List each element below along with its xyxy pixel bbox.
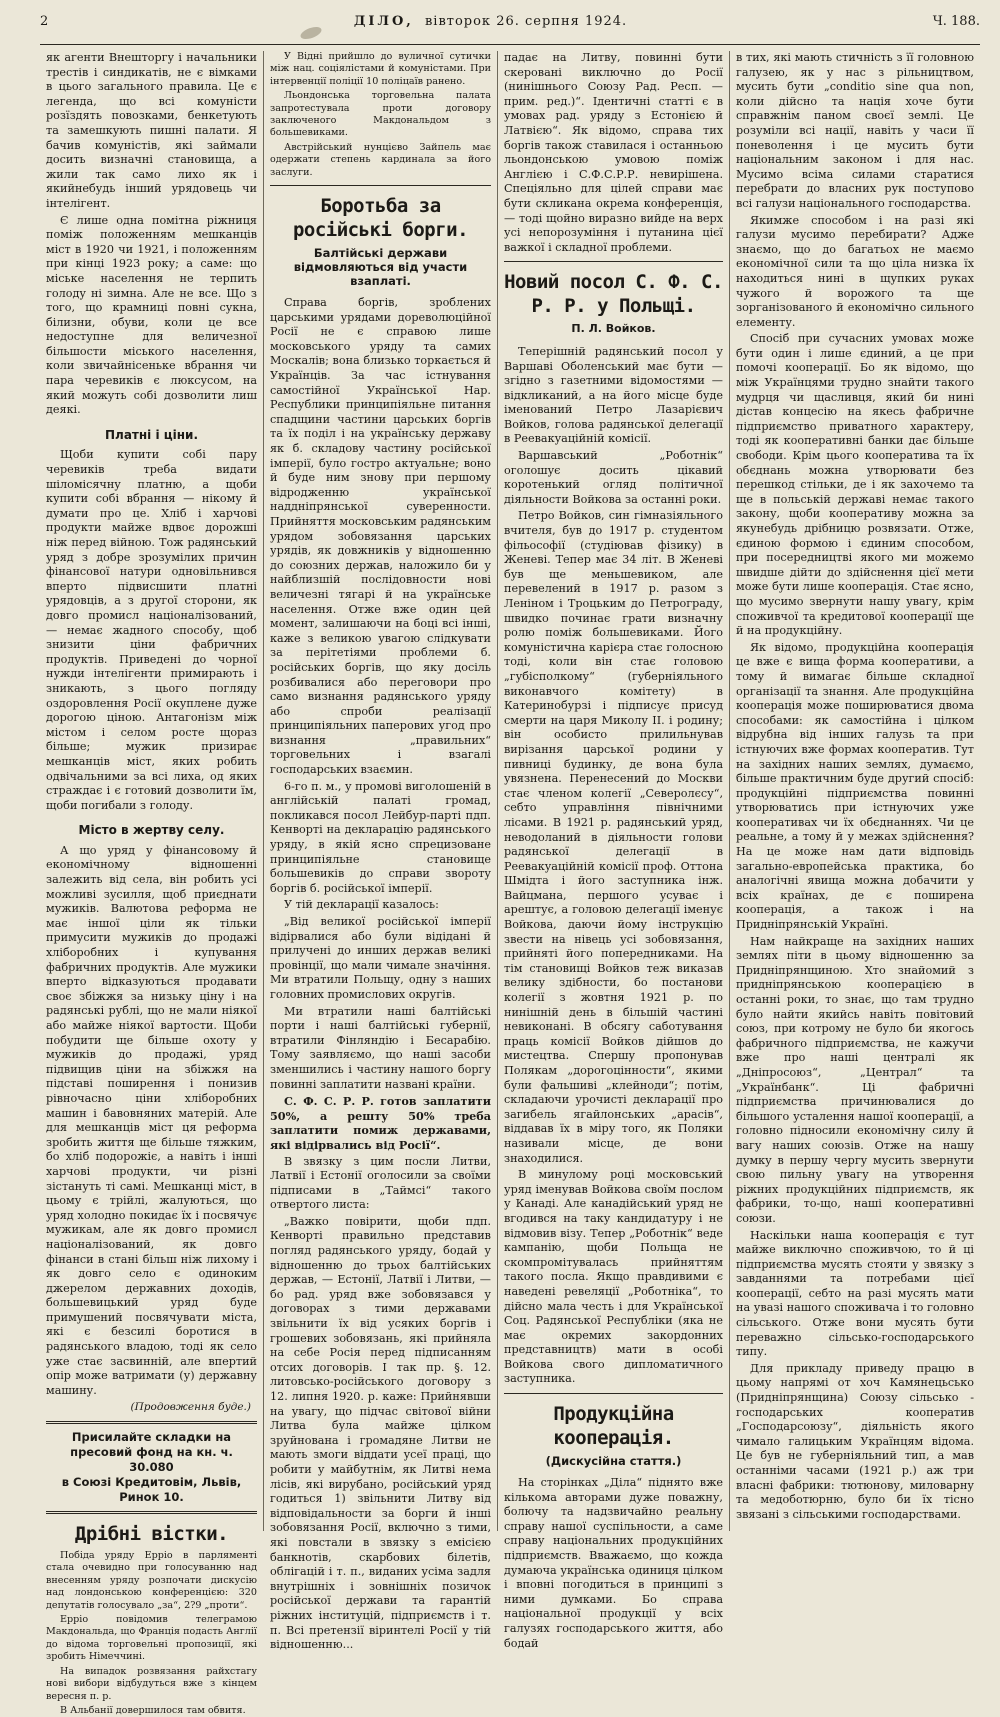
column-1 <box>40 51 264 1716</box>
article-paragraph: В звязку з цим посли Литви, Латвії і Естонії оголосили за своїми підписами в „Таймсі“ такого отвертого листа: <box>270 1154 491 1212</box>
brief-item: На випадок розвязання райхстагу нові вибори відбудуться вже з кінцем вересня п. р. <box>46 1665 257 1702</box>
divider <box>270 185 491 186</box>
byline-voikov: П. Л. Войков. <box>571 322 656 336</box>
brief-item: В Альбанії довершилося там обвитя. <box>60 1704 246 1716</box>
brief-item: У Відні прийшло до вуличної сутички між нац. соціялістами й комуністами. При інтервенції поліції 10 поліцаїв ранено. <box>270 51 491 87</box>
subheading-city: Місто в жертву селу. <box>78 823 225 838</box>
headline-russian-debts: Боротьба за російські борги. <box>292 195 469 242</box>
ad-line: Присилайте складки на пресовий фонд на кн. ч. 30.080 <box>70 1430 233 1475</box>
article-paragraph: Нам найкраще на західних наших землях піти в цьому відношенню за Придніпрянщиною. Хто знайомий з придніпрянською кооперацією в останні роки, то знає, що там трудно було найти якийсь навіть повітовий союз, при котрому не було би якогось фабричного підприємства, не кажучи вже про наші централі як „Дніпросоюз“, „Централ“ та „Українбанк“. Ці фабричні підприємства причинювалися до більшого усталення нашої кооперації, а головно підносили економічну силу й вагу наших союзів. Отже на нашу думку в першу чергу мусить звернути свою пильну увагу на утворення ріжних продукційних підприємств, як фабрики, то-що, наші кооперативні союзи. <box>736 934 974 1225</box>
article-paragraph: Є лише одна помітна ріжниця поміж положенням мешканців міст в 1920 чи 1921, і положенням при кінці 1923 року; а саме: що міське населення не терпить голоду ні зимна. Але не все. Що з того, що крамниці повні сукна, білизни, обуви, коли це все недоступне для величезної більшости міського населення, коли звичайнісенькe вбрання чи пара черевиків є люксусом, на який можуть собі дозволити лиш деякі. <box>46 213 257 417</box>
column-4 <box>730 51 980 1531</box>
article-paragraph: Справа боргів, зроблених царськими урядами дореволюційної Росії не є справою лише московського уряду та самих Москалів; вона близько торкається й Українців. За час істнування самостійної Української Нар. Республики принципіяльне питання спадщини частини царських боргів та їх поділ і на українську державу як б. складову частину російської імперії, було гостро актуальне; воно й буде ним знову при першому відродженню української наддніпрянської суверенности. Прийняття московським радянським урядом зобовязання царських урядів, як довжників у відношенню до союзних держав, наложило би у найблизшій послідовности нові величезні тягарі й на українське населення. Отже вже один цей момент, залишаючи на боці всі інші, каже з великою увагою слідкувати за перітетіями проблеми б. російських боргів, що яку досіль розбивалися або переговори про само визнання радянського уряду або спроби реалізації принципіяльних паперових угод про визнання „правильних“ торговельних і взагалі господарських взаємин. <box>270 296 491 777</box>
article-paragraph: Наскільки наша кооперація є тут майже виключно споживчою, то й ці підприємства мусять стояти у звязку з завданнями та потребами цієї кооперації, себто на разі мусять мати на увазі нашого споживача і то головно сільського. Отже вони мусять бути переважно сільсько-господарського типу. <box>736 1228 974 1359</box>
article-paragraph: А що уряд у фінансовому й економічному відношенні залежить від села, він робить усі можливі зусилля, щоб приєднати мужиків. Валютова реформа не має іншої ціли як тільки примусити мужиків до продажі хліборобних і купування фабричних продуктів. Але мужики вперто відказуються продавати своє збіжжя за низьку ціну і на радянські рублі, що не мали ніякої або майже ніякої вартости. Щоби побудити ще більше охоту у мужиків до продажі, уряд підвищив ціни на збіжжя на підставі поширення і понизив рівночасно ціни хліборобних машин і бавовняних матерій. Але для мешканців міст ця реформа зробить життя ще більше тяжким, бо хліб подорожіє, а навіть і інші харчові продукти, чи різні зістануть ті самі. Мешканці міст, в цьому є трійлі, жалуються, що уряд холодно покидає їх і посвячує мужикам, але як довго промисл націоналізований, як довго фінанси в стані більш ніж лихому і як довго село є одиноким джерелом державних доходів, большевицький уряд буде примушений посвячувати міста, які є безсилі боротися в радянського владою, тоді як село уже стає засвинній, але впертий опір може ватримати (у) державну машину. <box>46 843 257 1397</box>
article-paragraph: Петро Войков, син гімназіяльного вчителя, був до 1917 р. студентом фільософії (студіював фізику) в Женеві. Тепер має 34 літ. В Женеві був ще меньшевиком, але перевелений в 1917 р. разом з Леніном і Троцьким до Петрограду, швидко починає грати визначну ролю поміж большевиками. Його комуністична карієра стає голосною тоді, коли він стає головою „губісполкому“ (губерніяльного виконавчого комітету) в Катеринобурзі і підписує присуд смерти на царя Миколу ІІ. і родину; він особисто прилильнував вирізання царської родини у пивниці будинку, де вона була увязнена. Перенесений до Москви стає членом колегії „Северолєсу“, себто управління північними лісами. В 1921 р. радянський уряд, неводоланий в діяльности голови радянської делегації в Реевакуаційній комісії проф. Оттона Шмідта і його заступника інж. Вайцмана, першого усуває і арештує, а головою делегації іменує Войкова, даючи йому інструкцію звести на нівець усі зобовязання, прийняті його попередниками. На тім становищі Войков теж виказав велику здібности, бо постанови колегії з жовтня 1921 р. по нинішній день в більшій частині невиконані. В обсягу саботування праць комісії Войков дійшов до мистецтва. Спершу пропонував Полякам „дорогоцінности“, якими були фальшиві „клейноди“; потім, складаючи урочисті декларації про загибель ягайлонських „арасів“, віддавав їх в міру того, як Поляки називали місце, де вони знаходилися. <box>504 509 723 1165</box>
article-paragraph: Ми втратили наші балтійські порти і наші балтійські губернії, втратили Фінляндію і Бесарабію. Тому заявляємо, що наші засоби зменшились і частину нашого боргу повинні заплатити названі країни. <box>270 1004 491 1091</box>
brief-item: Австрійський нунцієво Зайпель має одержати степень кардинала за його заслуги. <box>270 141 491 178</box>
article-paragraph: як агенти Внешторгу і начальники трестів і синдикатів, не є вімками в цього загального правила. Це є легенда, що всі комуністи розїздять повозками, бенкетують та замешкують пишні палати. Я бачив комуністів, які займали досить визначні становища, а жили так само лихо як і якийнебудь інший урядовець чи інтелігент. <box>46 51 257 210</box>
page-number: 2 <box>40 14 49 29</box>
issue-number: Ч. 188. <box>932 14 980 29</box>
article-paragraph: падає на Литву, повинні бути скеровані виключно до Росії (нинішнього Союзу Рад. Респ. — прим. ред.)“. Ідентичні статті є в умовах рад. уряду з Естонією й Латвією“. Як відомо, справа тих боргів також ставилася і останньою льондонською умовою поміж Англією і С.Ф.С.Р.Р. невирішена. Спеціяльно для цілей справи має бути скликана окрема конференція, — тоді щойно виразно вийде на верх усі непорозуміння і путанина цієї важкої і складної проблеми. <box>504 51 723 254</box>
press-fund-notice <box>46 1430 257 1505</box>
issue-date: вівторок 26. серпня 1924. <box>424 14 628 29</box>
headline-new-ambassador: Новий посол С. Ф. С. Р. Р. у Польщі. <box>504 271 723 318</box>
brief-item: Побіда уряду Ерріо в парляменті стала очевидно при голосуванню над внесенням уряду розпочати дискусію над лондонською конференцією: 320 депутатів голосувало „за“, 2?9 „проти“. <box>46 1550 257 1611</box>
article-paragraph: в тих, які мають стичність з її головною галузею, як у нас з рільництвом, мусить бути „conditio sine qua non, коли дійсно та нація хоче бути справжнім паном своєї землі. Це розуміли всі нації, навіть у часи її поневолення і це мусить бути національним законом і для нас. Мусимо всіма силами старатися перебрати до власних рук поступово всі галузи національного господарства. <box>736 51 974 210</box>
headline-brief-news: Дрібні вістки. <box>74 1523 229 1546</box>
article-paragraph: Варшавський „Роботнік“ оголошує досить цікавий коротенький огляд політичної діяльности Войкова за останні роки. <box>504 449 723 506</box>
divider <box>504 1393 723 1394</box>
article-paragraph: Для прикладу приведу працю в цьому напрямі от хоч Камянецьсько (Придніпрянщина) Союзу сільсько - господарських кооператив „Господарсоюзу“, діяльність якого чимало галицьким Українцям відома. Це був не губерніяльний тип, а мав останніми часами (1921 р.) аж три власні фабрики: тютюнову, миловарну та медоботюрню, було би їх тісно звязані з сільськими господарствами. <box>736 1361 974 1521</box>
headline-production-cooperation: Продукційна кооперація. <box>553 1403 674 1450</box>
divider <box>46 1421 257 1424</box>
article-paragraph: „Важко повірити, щоби пдп. Кенворті правильно представив погляд радянського уряду, бодай у відношенню до трьох балтійських держав, — Естонії, Латвії і Литви, — бо рад. уряд вже зобовязався у договорах з тими державами звільнити їх від усяких боргів і грошевих зобовязань, які прийняла на себе Росія перед підписанням отсих договорів. І так пр. §. 12. литовсько-російського договору з 12. липня 1920. р. каже: Прийнявши на увагу, що підчас світової війни Литва була майже цілком зруйнована і громадяне Литви не мають змоги віддати усеї праці, що робити у майбутнім, як Литві нема лісів, які вирубано, російський уряд годиться 1) звільнити Литву від відповідальности за борги й інші зобовязання Росії, включно з тими, які повстали в звязку з емісією банкнотів, скарбових білетів, облігацій і т. п., виданих усіма задля внутрішніх і зовнішніх позичок російської держави та гарантій ріжних інституцій, підприємств і т. п. Всі претензії віринтелі Росії у тій відношенню... <box>270 1214 491 1652</box>
masthead <box>40 14 980 45</box>
article-paragraph: С. Ф. С. Р. Р. готов заплатити 50%, а решту 50% треба заплатити помиж державами, які відірвались від Росії“. <box>270 1094 491 1152</box>
article-paragraph: Спосіб при сучасних умовах може бути один і лише єдиний, а це при помочі кооперації. Бо як відомо, що між Українцями трудно знайти такого мудрця чи щасливця, який би нині дістав концесію на якесь фабричне підприємство приватного характеру, тоді як кооперативні банки дає більше свободи. Крім цього кооператива та їх обєднань можна утворювати без перешкод стільки, де і як захочемо та ще в польській державі немає такого закону, щоби кооперативу можна за якунебудь дрібницю розвязати. Отже, єдиною формою і єдиним способом, при посередництві якого ми можемо швидше дійти до здійснення цієї мети може бути лише кооперація. Стає ясно, що мусимо звернути нашу увагу, крім споживчої та кредитової кооперації ще й на продукційну. <box>736 332 974 638</box>
article-paragraph: Щоби купити собі пару черевиків треба видати шіломісячну платню, а щоби купити собі вбрання — нікому й думати про це. Хліб і харчові продукти майже вдвоє дорожші ніж перед війною. Тож радянський уряд з добре зрозумілих причин фінансової натури одновільнився вперто підвисшити платні урядовців, а з другої сторони, як довго промисл націоналізований, — немає жадного способу, щоб знизити ціни фабричних продуктів. Приведені до чорної нужди інтелігенти примирають і зникають, з цього погляду оздоровлення Росії окуплене дуже дорогою ціною. Антагонізм між містом і селом росте щораз більше; мужик призирає мешканців міст, яких робить одвічальними за всі лиха, од яких страждає і є готовий дозволити їм, щоби погибали з голоду. <box>46 448 257 812</box>
ad-line: в Союзі Кредитовім, Львів, <box>61 1475 242 1490</box>
brief-item: Льондонська торговельна палата запротестувала проти договору заключеного Макдональдом з большевиками. <box>270 90 491 139</box>
masthead-center <box>354 14 627 29</box>
article-paragraph: „Від великої російської імперії відірвалися або були відідані й прилучені до инших держав великі провінції, що мали чимале значіння. Ми втратили Польщу, одну з наших головних промислових округів. <box>270 915 491 1001</box>
paper-name: ДІЛО, <box>353 14 414 29</box>
article-paragraph: Якимже способом і на разі які галузи мусимо перебирати? Адже знаємо, що до багатьох не маємо економічної сили та що ціла низка їх находиться нині в щупких руках чужого й ворожого та ще зорганізованого й економічно сильного елементу. <box>736 213 974 329</box>
deck-russian-debts: Балтійські держави відмовляються від участи взаплаті. <box>293 246 468 289</box>
article-paragraph: На сторінках „Діла“ піднято вже кількома авторами дуже поважну, болючу та надзвичайно реальну справу нашої суспільности, а саме справу національних продукційних підприємств. Вважаємо, що кожда думаюча українська одиниця цілком і вповні погодиться в принципі з ними думками. Бо справа національної продукції у всіх галузях господарського життя, або бодай <box>504 1476 723 1650</box>
column-2 <box>264 51 498 1652</box>
divider <box>46 1511 257 1514</box>
column-3 <box>498 51 730 1650</box>
article-paragraph: 6-го п. м., у промові виголошеній в англійській палаті громад, покликався посол Лейбур-парті пдп. Кенворті на декларацію радянського уряду, в якій ясно спрецизоване принципіяльне становище большевиків до справи звороту боргів б. російської імперії. <box>270 779 491 895</box>
article-paragraph: В минулому році московський уряд іменував Войкова своїм послом у Канаді. Але канадійський уряд не вгодився на таку кандидатуру і не відмовив візу. Тепер „Роботнік“ веде кампанію, щоби Польща не скомпромітувалась прийняттям такого посла. Якщо правдивими є наведені ревеляції „Роботніка“, то дійсно мала честь і для Української Соц. Радянської Республіки (яка не має окремих закордонних представництв) мати в особі Войкова свого дипломатичного заступника. <box>504 1168 723 1386</box>
article-paragraph: Теперішній радянський посол у Варшаві Оболенський має бути — згідно з газетними відомостями — відкликаний, а на його місце буде іменований Петро Лазарієвич Войков, голова радянської делегації в Реевакуаційній комісії. <box>504 344 723 446</box>
continued-note: (Продовження буде.) <box>130 1401 251 1414</box>
brief-item: Ерріо повідомив телеграмою Макдональда, що Франція подасть Англії до відома торговельні пропозиції, які зробить Німеччині. <box>46 1614 257 1663</box>
subheading-wages: Платні і ціни. <box>104 427 199 442</box>
columns <box>40 51 980 1716</box>
article-paragraph: У тій декларації казалось: <box>284 898 439 912</box>
divider <box>504 261 723 262</box>
deck-discussion-article: (Дискусійна стаття.) <box>545 1454 682 1469</box>
ad-line: Ринок 10. <box>119 1490 184 1505</box>
article-paragraph: Як відомо, продукційна кооперація це вже є вища форма кооперативи, а тому й вимагає більше складної організації та знання. Але продукційна кооперація може поширюватися двома способами: як самостійна і цілком відрубна від інших галузь та при істнуючих вже формах кооператив. Тут на західних наших землях, думаємо, більше практичним буде другий спосіб: продукційні підприємства повинні утворюватись при істнуючих уже кооперативах чи їх обєднаннях. Чи це реальне, а тому й у межах здійснення? На це може нам дати відповідь загально-европейська практика, бо аналогічні явища можна добачити у всіх країнах, де є поширена кооперація, а також і на Придніпрянській Україні. <box>736 640 974 932</box>
